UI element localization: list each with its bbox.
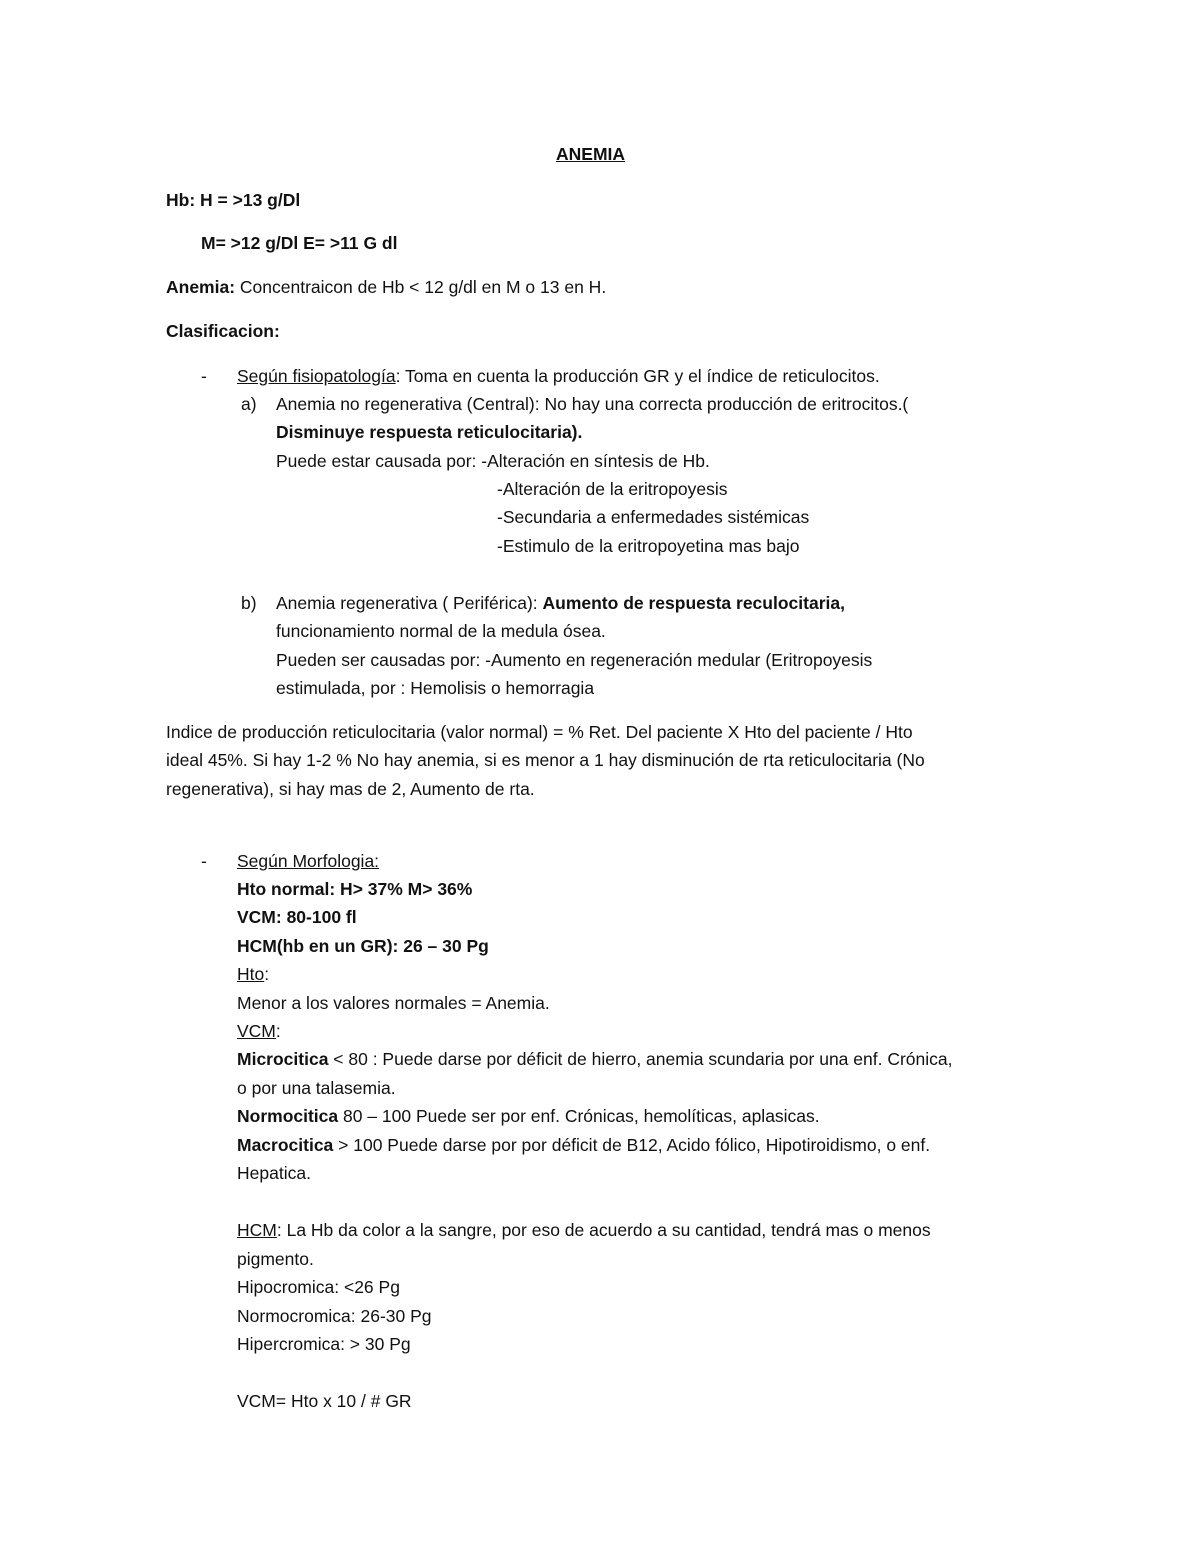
hb-male-value: H = >13 g/Dl	[200, 190, 301, 210]
anemia-definition	[166, 276, 606, 298]
anemia-definition-text: Concentraicon de Hb < 12 g/dl en M o 13 en H.	[235, 277, 607, 297]
a-line-2: Disminuye respuesta reticulocitaria).	[276, 422, 583, 442]
list-marker-b: b)	[241, 593, 257, 613]
vcm-normal: VCM: 80-100 fl	[237, 907, 357, 927]
b-line-2: funcionamiento normal de la medula ósea.	[276, 621, 606, 641]
vcm-colon: :	[275, 1021, 281, 1041]
hb-female-child-line: M= >12 g/Dl E= >11 G dl	[201, 233, 398, 253]
hto-subheading	[237, 963, 269, 985]
indice-line-1: Indice de producción reticulocitaria (valor normal) = % Ret. Del paciente X Hto del paciente / Hto	[166, 722, 913, 742]
hcm-line	[237, 1219, 931, 1241]
b-line-1-plain: Anemia regenerativa ( Periférica):	[276, 593, 543, 613]
normocitica-line	[237, 1105, 820, 1127]
anemia-label: Anemia:	[166, 277, 236, 297]
a-line-5: -Secundaria a enfermedades sistémicas	[497, 507, 810, 527]
a-line-6: -Estimulo de la eritropoyetina mas bajo	[497, 536, 800, 556]
hto-label: Hto	[237, 964, 265, 984]
hipocromica: Hipocromica: <26 Pg	[237, 1277, 400, 1297]
normocromica: Normocromica: 26-30 Pg	[237, 1306, 432, 1326]
hto-colon: :	[264, 964, 270, 984]
macrocitica-label: Macrocitica	[237, 1135, 334, 1155]
list-marker-a: a)	[241, 394, 257, 414]
hb-label: Hb:	[166, 190, 196, 210]
microcitica-label: Microcitica	[237, 1049, 329, 1069]
a-line-3: Puede estar causada por: -Alteración en síntesis de Hb.	[276, 451, 710, 471]
hto-text: Menor a los valores normales = Anemia.	[237, 993, 550, 1013]
indice-line-2: ideal 45%. Si hay 1-2 % No hay anemia, si es menor a 1 hay disminución de rta reticulocitaria (No	[166, 750, 925, 770]
hcm-text: : La Hb da color a la sangre, por eso de acuerdo a su cantidad, tendrá mas o menos	[276, 1220, 931, 1240]
hcm-normal: HCM(hb en un GR): 26 – 30 Pg	[237, 936, 489, 956]
fisio-heading: Según fisiopatología	[237, 366, 396, 386]
normocitica-text: 80 – 100 Puede ser por enf. Crónicas, hemolíticas, aplasicas.	[338, 1106, 820, 1126]
bullet-fisio: -	[201, 366, 207, 386]
microcitica-line	[237, 1048, 953, 1070]
b-line-3: Pueden ser causadas por: -Aumento en regeneración medular (Eritropoyesis	[276, 650, 873, 670]
hcm-text-2: pigmento.	[237, 1249, 314, 1269]
vcm-formula: VCM= Hto x 10 / # GR	[237, 1391, 412, 1411]
a-line-1: Anemia no regenerativa (Central): No hay una correcta producción de eritrocitos.(	[276, 394, 909, 414]
hcm-label: HCM	[237, 1220, 277, 1240]
indice-line-3: regenerativa), si hay mas de 2, Aumento de rta.	[166, 779, 535, 799]
vcm-subheading	[237, 1020, 281, 1042]
clasificacion-heading: Clasificacion:	[166, 321, 280, 341]
fisio-heading-line	[237, 365, 880, 387]
microcitica-text-2: o por una talasemia.	[237, 1078, 396, 1098]
normocitica-label: Normocitica	[237, 1106, 339, 1126]
hipercromica: Hipercromica: > 30 Pg	[237, 1334, 411, 1354]
b-line-1-bold: Aumento de respuesta reculocitaria,	[542, 593, 845, 613]
microcitica-text: < 80 : Puede darse por déficit de hierro, anemia scundaria por una enf. Crónica,	[328, 1049, 953, 1069]
morfo-heading: Según Morfologia:	[237, 851, 380, 871]
vcm-label: VCM	[237, 1021, 276, 1041]
macrocitica-text-2: Hepatica.	[237, 1163, 311, 1183]
a-line-4: -Alteración de la eritropoyesis	[497, 479, 728, 499]
b-line-4: estimulada, por : Hemolisis o hemorragia	[276, 678, 595, 698]
macrocitica-line	[237, 1134, 930, 1156]
document-title: ANEMIA	[556, 144, 626, 164]
macrocitica-text: > 100 Puede darse por por déficit de B12, Acido fólico, Hipotiroidismo, o enf.	[333, 1135, 931, 1155]
b-line-1	[276, 592, 845, 614]
hto-normal: Hto normal: H> 37% M> 36%	[237, 879, 473, 899]
hb-male-line	[166, 189, 300, 211]
fisio-heading-rest: : Toma en cuenta la producción GR y el índice de reticulocitos.	[395, 366, 880, 386]
bullet-morfo: -	[201, 851, 207, 871]
